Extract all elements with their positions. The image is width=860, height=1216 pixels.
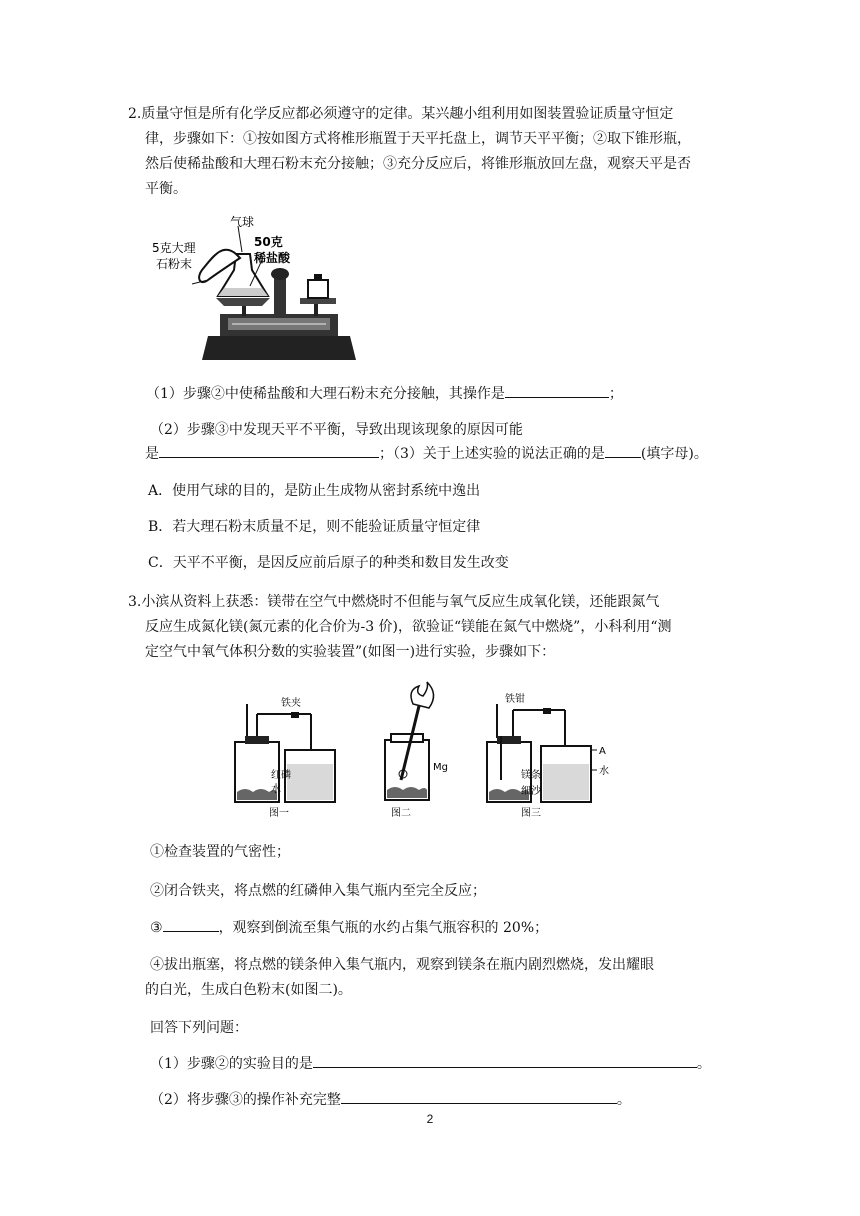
q3-step-4-line-1: ④拔出瓶塞，将点燃的镁条伸入集气瓶内，观察到镁条在瓶内剧烈燃烧，发出耀眼 [150,957,654,973]
label-acid-1: 50克 [254,235,283,249]
q2-stem-line-4: 平衡。 [145,181,187,197]
q3-sub2-text: （2）将步骤③的操作补充完整 [150,1092,341,1108]
q2-stem-line-1: 2.质量守恒是所有化学反应都必须遵守的定律。某兴趣小组利用如图装置验证质量守恒定 [128,106,674,122]
q2-option-a: A．使用气球的目的，是防止生成物从密封系统中逸出 [148,483,481,499]
q2-sub1 [146,381,623,406]
fig1-water-label: 水 [271,784,281,795]
q3-answer-prompt: 回答下列问题： [150,1020,248,1036]
q3-stem-line-1: 3.小滨从资料上获悉：镁带在空气中燃烧时不但能与氧气反应生成氧化镁，还能跟氮气 [128,594,660,610]
q3-sub1 [150,1051,711,1076]
label-balloon: 气球 [230,215,255,229]
q2-option-c: C．天平不平衡，是因反应前后原子的种类和数目发生改变 [148,555,509,571]
q3-stem-line-3: 定空气中氧气体积分数的实验装置”(如图一)进行实验，步骤如下： [145,644,556,660]
q2-sub2-start: 是 [145,446,159,462]
q3-step-3-blank[interactable] [163,915,219,932]
fig1-caption: 图一 [269,808,289,819]
q3-step-3-end: ，观察到倒流至集气瓶的水约占集气瓶容积的 20%； [218,920,549,936]
fig3-clip-label: 铁钳 [505,694,525,705]
fig3-caption: 图三 [521,808,541,819]
q3-stem-line-2: 反应生成氮化镁(氮元素的化合价为-3 价)，欲验证“镁能在氮气中燃烧”，小科利用“测 [145,619,672,635]
q2-sub1-text: （1）步骤②中使稀盐酸和大理石粉末充分接触，其操作是 [146,386,505,402]
q3-step-2: ②闭合铁夹，将点燃的红磷伸入集气瓶内至完全反应； [150,883,486,899]
q2-sub1-answer-blank[interactable] [505,381,609,398]
q3-step-3 [150,915,548,940]
apparatus-figures [225,680,645,820]
q2-sub3-answer-blank[interactable] [605,441,641,458]
q3-sub2-end: 。 [616,1092,631,1108]
page-number: 2 [426,1112,434,1126]
q3-sub1-answer-blank[interactable] [313,1051,697,1068]
fig3-ribbon-label: 镁条 [521,770,541,781]
fig1-phosphorus-label: 红磷 [271,770,291,781]
q3-sub2-answer-blank[interactable] [341,1087,617,1104]
fig2-mg-label: Mg [433,762,448,773]
q3-sub1-text: （1）步骤②的实验目的是 [150,1056,313,1072]
q3-step-3-start: ③ [150,920,163,936]
fig3-a-label: A [599,746,606,757]
fig1-clip-label: 铁夹 [281,698,301,709]
q2-sub2-line-1: （2）步骤③中发现天平不平衡，导致出现该现象的原因可能 [150,422,523,438]
q2-sub3-text: ；（3）关于上述实验的说法正确的是 [379,446,605,462]
label-marble-1: 5克大理 [152,241,196,255]
q2-stem-line-2: 律，步骤如下：①按如图方式将椎形瓶置于天平托盘上，调节天平平衡；②取下锥形瓶， [145,131,691,147]
q2-sub2-answer-blank[interactable] [159,441,379,458]
q3-step-4-line-2: 的白光，生成白色粉末(如图二)。 [145,982,352,998]
fig3-water-label: 水 [599,766,609,777]
q3-sub1-end: 。 [696,1056,711,1072]
q3-sub2 [150,1087,631,1112]
balance-figure [150,214,358,366]
q2-option-b: B．若大理石粉末质量不足，则不能验证质量守恒定律 [148,519,481,535]
q2-sub2-line-2 [145,441,708,466]
fig3-sand-label: 细沙 [521,786,541,797]
q3-step-1: ①检查装置的气密性； [150,844,290,860]
q2-sub3-end: (填字母)。 [640,446,708,462]
q2-sub1-end: ； [608,386,623,402]
label-acid-2: 稀盐酸 [254,251,291,265]
q2-stem-line-3: 然后使稀盐酸和大理石粉末充分接触；③充分反应后，将锥形瓶放回左盘，观察天平是否 [145,156,691,172]
fig2-caption: 图二 [391,808,411,819]
label-marble-2: 石粉末 [156,257,193,271]
